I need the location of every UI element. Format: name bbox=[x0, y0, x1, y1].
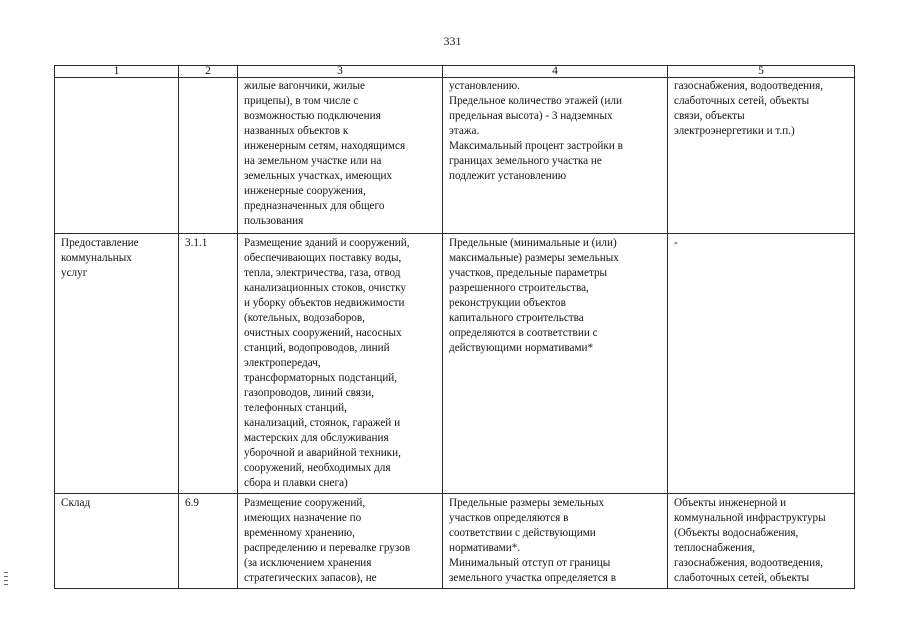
use-code-cell: 6.9 bbox=[179, 494, 238, 589]
parameters-cell: установлению. Предельное количество этажей (или предельная высота) - 3 надземных этажа. Максимальный процент застройки в границах земельного участка не подлежит установлению bbox=[443, 78, 668, 234]
column-header: 2 bbox=[179, 66, 238, 78]
document-table-frame bbox=[54, 65, 854, 584]
description-cell: Размещение сооружений, имеющих назначение по временному хранению, распределению и перевалке грузов (за исключением хранения стратегических запасов), не bbox=[238, 494, 443, 589]
use-type-name-cell: Предоставление коммунальных услуг bbox=[55, 234, 179, 494]
use-code-cell: 3.1.1 bbox=[179, 234, 238, 494]
land-use-table bbox=[54, 65, 855, 589]
page-number: 331 bbox=[443, 34, 462, 48]
parameters-cell: Предельные размеры земельных участков определяются в соответствии с действующими нормативами*. Минимальный отступ от границы земельного участка определяется в bbox=[443, 494, 668, 589]
column-header: 5 bbox=[668, 66, 855, 78]
parameters-cell: Предельные (минимальные и (или) максимальные) размеры земельных участков, предельные параметры разрешенного строительства, реконструкции объектов капитального строительства определяются в соответствии с действующими нормативами* bbox=[443, 234, 668, 494]
auxiliary-objects-cell: - bbox=[668, 234, 855, 494]
table-row bbox=[55, 78, 855, 234]
column-header: 3 bbox=[238, 66, 443, 78]
auxiliary-objects-cell: Объекты инженерной и коммунальной инфраструктуры (Объекты водоснабжения, теплоснабжения, газоснабжения, водоотведения, слаботочных сетей, объекты bbox=[668, 494, 855, 589]
description-cell: жилые вагончики, жилые прицепы), в том числе с возможностью подключения названных объектов к инженерным сетям, находящимся на земельном участке или на земельных участках, имеющих инженерные сооружения, предназначенных для общего пользования bbox=[238, 78, 443, 234]
table-row bbox=[55, 494, 855, 589]
table-header-row bbox=[55, 66, 855, 78]
column-header: 1 bbox=[55, 66, 179, 78]
column-header: 4 bbox=[443, 66, 668, 78]
auxiliary-objects-cell: газоснабжения, водоотведения, слаботочных сетей, объекты связи, объекты электроэнергетики и т.п.) bbox=[668, 78, 855, 234]
use-type-name-cell: Склад bbox=[55, 494, 179, 589]
scan-edge-marks bbox=[4, 572, 8, 588]
table-row bbox=[55, 234, 855, 494]
use-type-name-cell bbox=[55, 78, 179, 234]
use-code-cell bbox=[179, 78, 238, 234]
description-cell: Размещение зданий и сооружений, обеспечивающих поставку воды, тепла, электричества, газа, отвод канализационных стоков, очистку и уборку объектов недвижимости (котельных, водозаборов, очистных сооружений, насосных станций, водопроводов, линий электропередач, трансформаторных подстанций, газопроводов, линий связи, телефонных станций, канализаций, стоянок, гаражей и мастерских для обслуживания уборочной и аварийной техники, сооружений, необходимых для сбора и плавки снега) bbox=[238, 234, 443, 494]
